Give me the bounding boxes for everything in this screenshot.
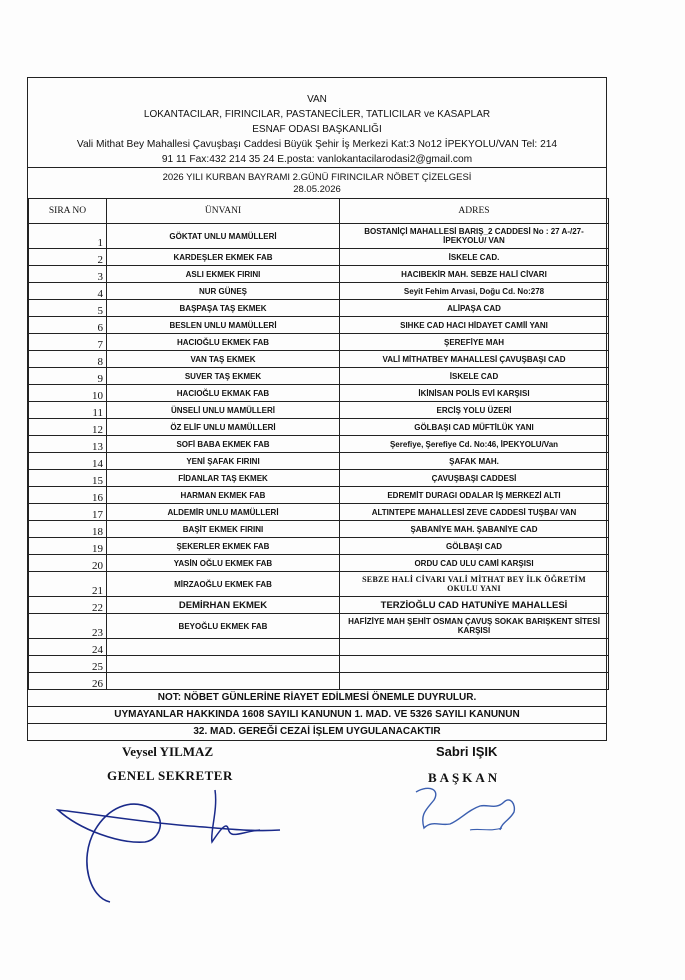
table-row — [29, 614, 609, 639]
row-address-text: SIHKE CAD HACI HİDAYET CAMİİ YANI — [400, 320, 548, 330]
row-address-text: GÖLBAŞI CAD — [446, 541, 502, 551]
row-name — [107, 436, 340, 453]
notice-line-3: 32. MAD. GEREĞİ CEZAİ İŞLEM UYGULANACAKTIR — [193, 726, 441, 737]
row-number — [29, 419, 107, 436]
row-address — [340, 402, 609, 419]
row-address-text: HACIBEKİR MAH. SEBZE HALİ CİVARI — [401, 269, 547, 279]
row-name — [107, 351, 340, 368]
row-address — [340, 470, 609, 487]
row-address-text: GÖLBAŞI CAD MÜFTİLÜK YANI — [414, 422, 534, 432]
row-address — [340, 487, 609, 504]
row-number-text: 19 — [92, 543, 103, 555]
address-line-1: Vali Mithat Bey Mahallesi Çavuşbaşı Caddesi Büyük Şehir İş Merkezi Kat:3 No12 İPEKYOLU/VAN Tel: 214 — [76, 139, 558, 150]
row-number — [29, 487, 107, 504]
row-name-text: SUVER TAŞ EKMEK — [184, 371, 262, 381]
row-name-text: BAŞİT EKMEK FIRINI — [182, 524, 264, 534]
row-address-text: İSKELE CAD. — [448, 252, 500, 262]
secretary-name: Veysel YILMAZ — [122, 744, 214, 759]
row-name — [107, 402, 340, 419]
table-row — [29, 639, 609, 656]
row-name — [107, 656, 340, 673]
row-address — [340, 266, 609, 283]
row-name — [107, 639, 340, 656]
row-name — [107, 283, 340, 300]
notice-block — [28, 690, 606, 740]
row-number-text: 22 — [92, 602, 103, 614]
row-name-text: BESLEN UNLU MAMÜLLERİ — [169, 320, 277, 330]
letterhead — [28, 78, 606, 167]
row-address-text: TERZİOĞLU CAD HATUNİYE MAHALLESİ — [380, 599, 568, 611]
row-number — [29, 283, 107, 300]
row-number — [29, 521, 107, 538]
row-name — [107, 538, 340, 555]
row-address — [340, 283, 609, 300]
row-name-text: HARMAN EKMEK FAB — [180, 490, 266, 500]
col-header-no: SIRA NO — [29, 199, 107, 224]
table-row — [29, 368, 609, 385]
schedule-heading — [28, 167, 606, 198]
table-row — [29, 317, 609, 334]
row-address — [340, 334, 609, 351]
row-address — [340, 597, 609, 614]
row-number-text: 26 — [92, 678, 103, 690]
row-name-text: DEMİRHAN EKMEK — [178, 599, 268, 611]
row-name-text: VAN TAŞ EKMEK — [190, 354, 256, 364]
row-number-text: 15 — [92, 475, 103, 487]
row-address-text: Seyit Fehim Arvasi, Doğu Cd. No:278 — [403, 286, 545, 296]
row-name-text: BEYOĞLU EKMEK FAB — [178, 621, 268, 631]
row-name-text: KARDEŞLER EKMEK FAB — [173, 252, 273, 262]
row-number — [29, 555, 107, 572]
row-address — [340, 300, 609, 317]
row-number — [29, 639, 107, 656]
row-address-text: BOSTANİÇİ MAHALLESİ BARIŞ_2 CADDESİ No : 27 A-/27- — [364, 227, 584, 236]
table-row — [29, 597, 609, 614]
row-number-text: 3 — [97, 271, 103, 283]
row-address — [340, 614, 609, 639]
row-address-text: ÇAVUŞBAŞI CADDESİ — [431, 473, 517, 483]
row-name-text: GÖKTAT UNLU MAMÜLLERİ — [169, 231, 277, 241]
table-row — [29, 538, 609, 555]
row-address — [340, 317, 609, 334]
row-name-text: ASLI EKMEK FIRINI — [185, 269, 261, 279]
row-address-text: HAFİZİYE MAH ŞEHİT OSMAN ÇAVUŞ SOKAK BARIŞKENT SİTESİ — [348, 617, 600, 626]
row-number-text: 25 — [92, 661, 103, 673]
row-address-text: ALİPAŞA CAD — [447, 303, 501, 313]
row-number — [29, 317, 107, 334]
row-address-text-2: OKULU YANI — [447, 584, 501, 593]
row-name — [107, 266, 340, 283]
row-number — [29, 453, 107, 470]
row-number — [29, 368, 107, 385]
row-address-text: ŞEREFİYE MAH — [443, 337, 504, 347]
row-address — [340, 436, 609, 453]
table-row — [29, 656, 609, 673]
row-number — [29, 334, 107, 351]
row-address-text: SEBZE HALİ CİVARI VALİ MİTHAT BEY İLK ÖĞRETİM — [362, 575, 586, 584]
row-address-text-2: KARŞISI — [457, 626, 491, 635]
row-number — [29, 614, 107, 639]
table-row — [29, 470, 609, 487]
row-address-text: İSKELE CAD — [449, 371, 499, 381]
col-header-name: ÜNVANI — [107, 199, 340, 224]
row-address-text: EDREMİT DURAGI ODALAR İŞ MERKEZİ ALTI — [387, 490, 561, 500]
row-number-text: 6 — [97, 322, 103, 334]
row-number — [29, 656, 107, 673]
row-number — [29, 266, 107, 283]
table-row — [29, 385, 609, 402]
row-number — [29, 597, 107, 614]
row-name — [107, 317, 340, 334]
table-row — [29, 249, 609, 266]
row-address-text: ALTINTEPE MAHALLESİ ZEVE CADDESİ TUŞBA/ VAN — [371, 507, 577, 517]
row-number-text: 5 — [97, 305, 103, 317]
row-name — [107, 419, 340, 436]
row-name — [107, 334, 340, 351]
row-number-text: 16 — [92, 492, 103, 504]
notice-line-1: NOT: NÖBET GÜNLERİNE RİAYET EDİLMESİ ÖNEMLE DUYRULUR. — [28, 690, 606, 707]
row-number — [29, 224, 107, 249]
row-name — [107, 504, 340, 521]
row-address — [340, 419, 609, 436]
row-name-text: ÜNSELİ UNLU MAMÜLLERİ — [171, 405, 275, 415]
row-name — [107, 300, 340, 317]
row-name — [107, 224, 340, 249]
row-name-text: FİDANLAR TAŞ EKMEK — [178, 473, 268, 483]
row-number — [29, 300, 107, 317]
row-number — [29, 436, 107, 453]
row-number-text: 2 — [97, 254, 103, 266]
address-line-2: 91 11 Fax:432 214 35 24 E.posta: vanlokantacilarodasi2@gmail.com — [161, 154, 473, 165]
row-number-text: 12 — [92, 424, 103, 436]
table-row — [29, 487, 609, 504]
row-address — [340, 504, 609, 521]
row-number — [29, 504, 107, 521]
row-number — [29, 470, 107, 487]
table-row — [29, 224, 609, 249]
row-name-text: ÖZ ELİF UNLU MAMÜLLERİ — [170, 422, 276, 432]
row-address-text: ERCİŞ YOLU ÜZERİ — [436, 405, 512, 415]
row-address — [340, 249, 609, 266]
president-name: Sabri IŞIK — [436, 744, 498, 759]
row-number-text: 17 — [92, 509, 103, 521]
schedule-title: 2026 YILI KURBAN BAYRAMI 2.GÜNÜ FIRINCILAR NÖBET ÇİZELGESİ — [162, 172, 472, 183]
row-number — [29, 673, 107, 690]
row-number-text: 13 — [92, 441, 103, 453]
row-address — [340, 453, 609, 470]
row-address — [340, 673, 609, 690]
schedule-date: 28.05.2026 — [293, 184, 341, 195]
row-name-text: YASİN OĞLU EKMEK FAB — [173, 558, 273, 568]
row-name — [107, 597, 340, 614]
row-address — [340, 385, 609, 402]
city-label: VAN — [307, 94, 327, 105]
notice-line-2: UYMAYANLAR HAKKINDA 1608 SAYILI KANUNUN 1. MAD. VE 5326 SAYILI KANUNUN — [28, 707, 606, 724]
row-number-text: 10 — [92, 390, 103, 402]
schedule-frame — [27, 77, 607, 741]
row-name — [107, 249, 340, 266]
table-row — [29, 555, 609, 572]
row-number-text: 21 — [92, 585, 103, 597]
row-number — [29, 385, 107, 402]
row-address — [340, 656, 609, 673]
row-name — [107, 385, 340, 402]
row-address-text: Şerefiye, Şerefiye Cd. No:46, İPEKYOLU/Van — [389, 439, 559, 449]
table-row — [29, 453, 609, 470]
row-name-text: HACIOĞLU EKMEK FAB — [177, 337, 269, 347]
row-address — [340, 572, 609, 597]
table-row — [29, 402, 609, 419]
row-name — [107, 673, 340, 690]
table-row — [29, 419, 609, 436]
table-row — [29, 283, 609, 300]
row-address-text: ORDU CAD ULU CAMİ KARŞISI — [414, 558, 534, 568]
row-name — [107, 614, 340, 639]
row-name — [107, 368, 340, 385]
row-address-text: ŞAFAK MAH. — [449, 456, 499, 466]
trades-label: LOKANTACILAR, FIRINCILAR, PASTANECİLER, TATLICILAR ve KASAPLAR — [143, 109, 491, 120]
row-name-text: MİRZAOĞLU EKMEK FAB — [174, 579, 272, 589]
table-row — [29, 266, 609, 283]
row-name-text: NUR GÜNEŞ — [198, 286, 247, 296]
row-number — [29, 249, 107, 266]
office-label: ESNAF ODASI BAŞKANLIĞI — [252, 124, 382, 135]
row-name-text: YENİ ŞAFAK FIRINI — [186, 456, 260, 466]
row-number — [29, 572, 107, 597]
row-number-text: 18 — [92, 526, 103, 538]
row-name-text: BAŞPAŞA TAŞ EKMEK — [179, 303, 267, 313]
table-row — [29, 334, 609, 351]
secretary-signature — [50, 770, 290, 920]
row-number-text: 9 — [97, 373, 103, 385]
row-name — [107, 487, 340, 504]
row-name — [107, 555, 340, 572]
row-number-text: 23 — [92, 627, 103, 639]
row-address — [340, 351, 609, 368]
secretary-title: GENEL SEKRETER — [107, 768, 233, 783]
table-row — [29, 673, 609, 690]
row-address — [340, 555, 609, 572]
row-address — [340, 368, 609, 385]
table-row — [29, 436, 609, 453]
table-row — [29, 572, 609, 597]
schedule-table — [28, 198, 609, 690]
row-number — [29, 402, 107, 419]
table-row — [29, 351, 609, 368]
table-row — [29, 300, 609, 317]
row-name-text: HACIOĞLU EKMAK FAB — [176, 388, 270, 398]
row-number-text: 20 — [92, 560, 103, 572]
row-address-text-2: İPEKYOLU/ VAN — [443, 236, 505, 245]
table-row — [29, 504, 609, 521]
row-number-text: 24 — [92, 644, 103, 656]
table-row — [29, 521, 609, 538]
row-number-text: 4 — [97, 288, 103, 300]
row-name — [107, 470, 340, 487]
row-number-text: 8 — [97, 356, 103, 368]
row-name-text: SOFİ BABA EKMEK FAB — [176, 439, 270, 449]
president-signature — [410, 780, 530, 840]
row-address — [340, 639, 609, 656]
row-name — [107, 572, 340, 597]
row-number — [29, 538, 107, 555]
row-name — [107, 453, 340, 470]
col-header-address: ADRES — [340, 199, 609, 224]
row-address — [340, 538, 609, 555]
row-name — [107, 521, 340, 538]
row-address-text: VALİ MİTHATBEY MAHALLESİ ÇAVUŞBAŞI CAD — [382, 354, 566, 364]
row-number-text: 7 — [97, 339, 103, 351]
row-address-text: İKİNİSAN POLİS EVİ KARŞISI — [418, 388, 530, 398]
row-number — [29, 351, 107, 368]
president-title: BAŞKAN — [428, 770, 501, 785]
row-number-text: 14 — [92, 458, 103, 470]
row-address — [340, 224, 609, 249]
row-name-text: ŞEKERLER EKMEK FAB — [176, 541, 270, 551]
table-body — [29, 224, 609, 690]
row-name-text: ALDEMİR UNLU MAMÜLLERİ — [167, 507, 279, 517]
row-address — [340, 521, 609, 538]
row-number-text: 1 — [97, 237, 103, 249]
row-number-text: 11 — [92, 407, 103, 419]
row-address-text: ŞABANİYE MAH. ŞABANİYE CAD — [410, 524, 538, 534]
